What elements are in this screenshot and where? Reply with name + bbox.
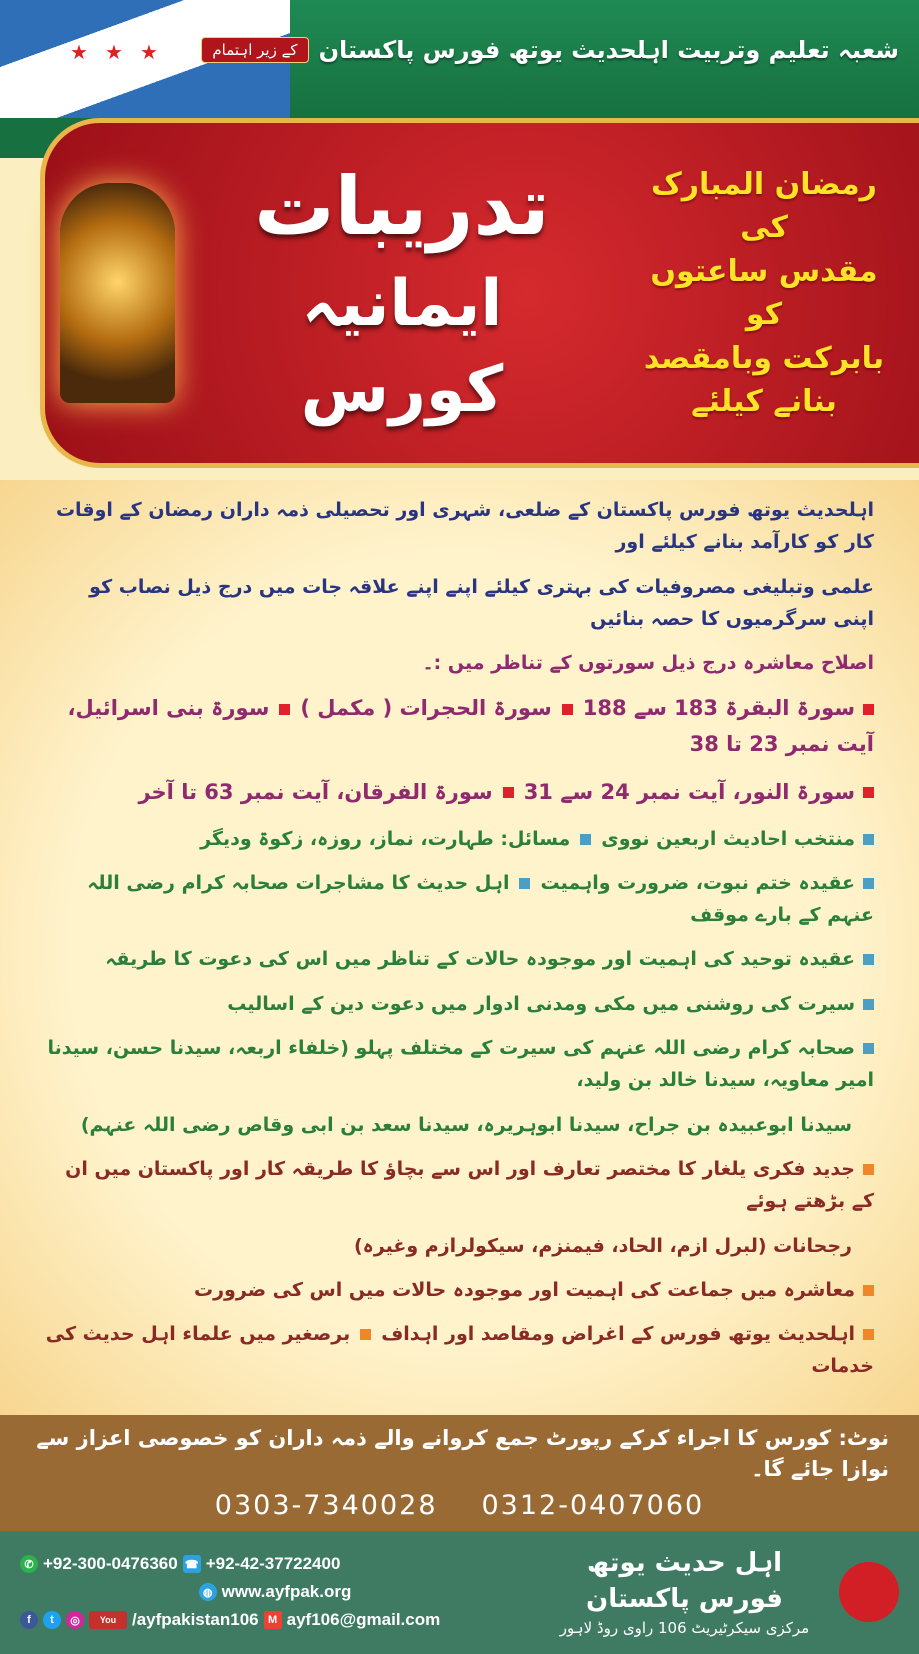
social-links[interactable] (20, 1610, 530, 1630)
phone-number: +92-42-37722400 (205, 1554, 341, 1574)
list-item: عقیدہ ختم نبوت، ضرورت واہمیتاہل حدیث کا مشاجرات صحابہ کرام رضی اللہ عنہم کے بارے موقف (87, 871, 874, 927)
list-item: سورۃ النور، آیت نمبر 24 سے 31سورۃ الفرقان، آیت نمبر 63 تا آخر (45, 775, 874, 811)
list-item: جدید فکری یلغار کا مختصر تعارف اور اس سے بچاؤ کا طریقہ کار اور پاکستان میں ان کے بڑھتے ہوئے (65, 1157, 874, 1213)
tagline-2: مقدس ساعتوں کو (650, 253, 878, 332)
social-handle: /ayfpakistan106 (132, 1610, 259, 1630)
note-band (0, 1415, 919, 1531)
tagline-1: رمضان المبارک کی (651, 166, 877, 245)
note-phones (30, 1490, 889, 1521)
header-badge: کے زیر اہتمام (201, 37, 308, 63)
tagline (629, 163, 899, 424)
header-band (0, 0, 919, 118)
intro-line: اہلحدیث یوتھ فورس پاکستان کے ضلعی، شہری اور تحصیلی ذمہ داران رمضان کے اوقات کار کو کارآمد بنانے کیلئے اور (55, 499, 874, 554)
tagline-3: بابرکت وبامقصد (643, 340, 885, 376)
list-item: صحابہ کرام رضی اللہ عنہم کی سیرت کے مختلف پہلو (خلفاء اربعہ، سیدنا حسن، سیدنا امیر معاویہ، سیدنا خالد بن ولید، (47, 1037, 874, 1092)
org-block (546, 1545, 823, 1640)
whatsapp-icon: ✆ (20, 1555, 38, 1573)
phone-2: 0312-0407060 (481, 1489, 705, 1521)
list-item-continued: رجحانات (لبرل ازم، الحاد، فیمنزم، سیکولرازم وغیرہ) (354, 1234, 852, 1257)
list-item-continued: سیدنا ابوعبیدہ بن جراح، سیدنا ابوہریرہ، سیدنا سعد بن ابی وقاص رضی اللہ عنہم) (80, 1113, 852, 1136)
youtube-icon[interactable]: You (89, 1611, 127, 1629)
facebook-icon[interactable]: f (20, 1611, 38, 1629)
content-area (0, 480, 919, 1415)
gmail-icon: M (264, 1611, 282, 1629)
lantern-image (60, 183, 175, 403)
title-line1: تدریبات (254, 159, 550, 253)
list-item: عقیدہ توحید کی اہمیت اور موجودہ حالات کے تناظر میں اس کی دعوت کا طریقہ (45, 943, 874, 975)
intro-line: اصلاح معاشرہ درج ذیل سورتوں کے تناظر میں :۔ (422, 652, 874, 675)
list-item: سیرت کی روشنی میں مکی ومدنی ادوار میں دعوت دین کے اسالیب (45, 988, 874, 1020)
globe-icon: ◍ (199, 1583, 217, 1601)
list-item: معاشرہ میں جماعت کی اہمیت اور موجودہ حالات میں اس کی ضرورت (45, 1274, 874, 1306)
email[interactable]: ayf106@gmail.com (286, 1610, 441, 1630)
footer (0, 1531, 919, 1654)
whatsapp-number: +92-300-0476360 (43, 1554, 178, 1574)
note-text: نوٹ: کورس کا اجراء کرکے رپورٹ جمع کروانے والے ذمہ داران کو خصوصی اعزاز سے نوازا جائے گا۔ (36, 1425, 889, 1482)
header-title: شعبہ تعلیم وتربیت اہلحدیث یوتھ فورس پاکستان (318, 36, 899, 64)
tagline-4: بنانے کیلئے (691, 384, 837, 419)
contact-phones (20, 1554, 530, 1574)
title-line2: ایمانیہ کورس (300, 266, 504, 427)
intro-line: علمی وتبلیغی مصروفیات کی بہتری کیلئے اپنے اپنے علاقہ جات میں درج ذیل نصاب کو اپنی سرگرمیوں کا حصہ بنائیں (89, 575, 874, 630)
twitter-icon[interactable]: t (43, 1611, 61, 1629)
list-item: سورۃ البقرۃ 183 سے 188سورۃ الحجرات ( مکمل )سورۃ بنی اسرائیل، آیت نمبر 23 تا 38 (67, 696, 874, 757)
banner-area (0, 118, 919, 480)
list-item: منتخب احادیث اربعین نوویمسائل: طہارت، نماز، روزہ، زکوۃ ودیگر (45, 823, 874, 855)
list-item: اہلحدیث یوتھ فورس کے اغراض ومقاصد اور اہدافبرصغیر میں علماء اہل حدیث کی خدمات (45, 1323, 874, 1378)
instagram-icon[interactable]: ◎ (66, 1611, 84, 1629)
org-logo-text: اہل حدیث یوتھ فورس پاکستان (586, 1547, 783, 1615)
flag-image: ★ ★ ★ (0, 0, 290, 118)
phone-icon: ☎ (183, 1555, 201, 1573)
website-link[interactable] (20, 1582, 530, 1602)
contacts (20, 1554, 530, 1630)
header (212, 36, 899, 64)
website: www.ayfpak.org (221, 1582, 352, 1602)
address: مرکزی سیکرٹیریٹ 106 راوی روڈ لاہور (559, 1619, 810, 1638)
phone-1: 0303-7340028 (214, 1489, 438, 1521)
title-banner (40, 118, 919, 468)
seal-logo (839, 1562, 899, 1622)
course-title (195, 153, 609, 434)
